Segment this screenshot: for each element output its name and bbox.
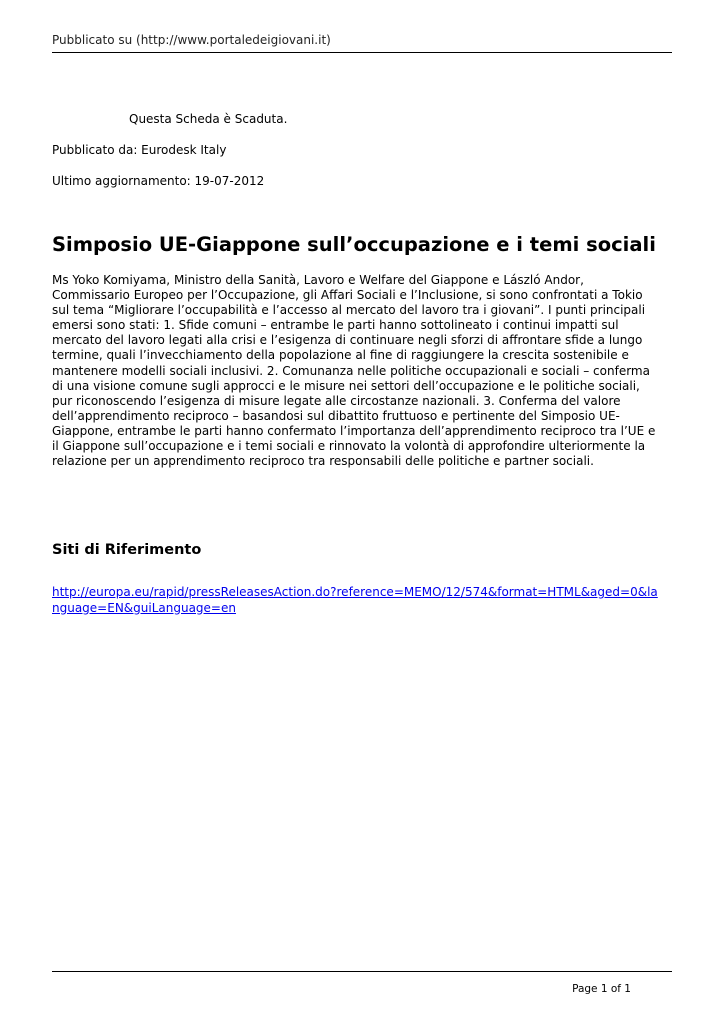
body-line: Ms Yoko Komiyama, Ministro della Sanità, Lavoro e Welfare del Giappone e László Andor,	[52, 273, 584, 287]
body-line: mercato del lavoro legati alla crisi e l’esigenza di continuare negli sforzi di affrontare sfide a lungo	[52, 333, 643, 348]
body-line: termine, quali l’invecchiamento della popolazione al fine di raggiungere la crescita sostenibile e	[52, 348, 629, 363]
page-header-source: Pubblicato su (http://www.portaledeigiovani.it)	[52, 33, 331, 47]
last-update: Ultimo aggiornamento: 19-07-2012	[52, 174, 265, 188]
references-heading: Siti di Riferimento	[52, 542, 202, 558]
header-divider	[52, 52, 672, 53]
body-line: dell’apprendimento reciproco – basandosi sul dibattito fruttuoso e pertinente del Simposio UE-	[52, 408, 620, 423]
body-line: Giappone, entrambe le parti hanno confermato l’importanza dell’apprendimento reciproco tra l’UE e	[52, 423, 656, 438]
body-line: mantenere modelli sociali inclusivi. 2. Comunanza nelle politiche occupazionali e sociali – conferma	[52, 363, 650, 378]
page-number: Page 1 of 1	[572, 983, 631, 995]
body-line: sul tema “Migliorare l’occupabilità e l’accesso al mercato del lavoro tra i giovani”. I punti principali	[52, 303, 646, 318]
body-line: relazione per un apprendimento reciproco tra responsabili delle politiche e partner sociali.	[52, 454, 594, 469]
body-line: Commissario Europeo per l’Occupazione, gli Affari Sociali e l’Inclusione, si sono confrontati a Tokio	[52, 288, 643, 303]
body-line: di una visione comune sugli approcci e le misure nei settori dell’occupazione e le politiche sociali,	[52, 378, 640, 393]
footer-divider	[52, 971, 672, 972]
body-line: pur riconoscendo l’esigenza di misure legate alle circostanze nazionali. 3. Conferma del valore	[52, 393, 621, 408]
reference-link[interactable]	[52, 585, 658, 616]
article-title: Simposio UE-Giappone sull’occupazione e i temi sociali	[52, 233, 656, 256]
article-body	[52, 273, 682, 469]
body-line: emersi sono stati: 1. Sfide comuni – entrambe le parti hanno sottolineato i continui impatti sul	[52, 318, 619, 333]
reference-link-line[interactable]: http://europa.eu/rapid/pressReleasesAction.do?reference=MEMO/12/574&format=HTML&aged=0&la	[52, 585, 658, 599]
reference-link-line[interactable]: nguage=EN&guiLanguage=en	[52, 600, 236, 615]
published-by: Pubblicato da: Eurodesk Italy	[52, 143, 227, 157]
expired-notice: Questa Scheda è Scaduta.	[129, 112, 288, 126]
body-line: il Giappone sull’occupazione e i temi sociali e rinnovato la volontà di approfondire ulteriormente la	[52, 439, 646, 454]
